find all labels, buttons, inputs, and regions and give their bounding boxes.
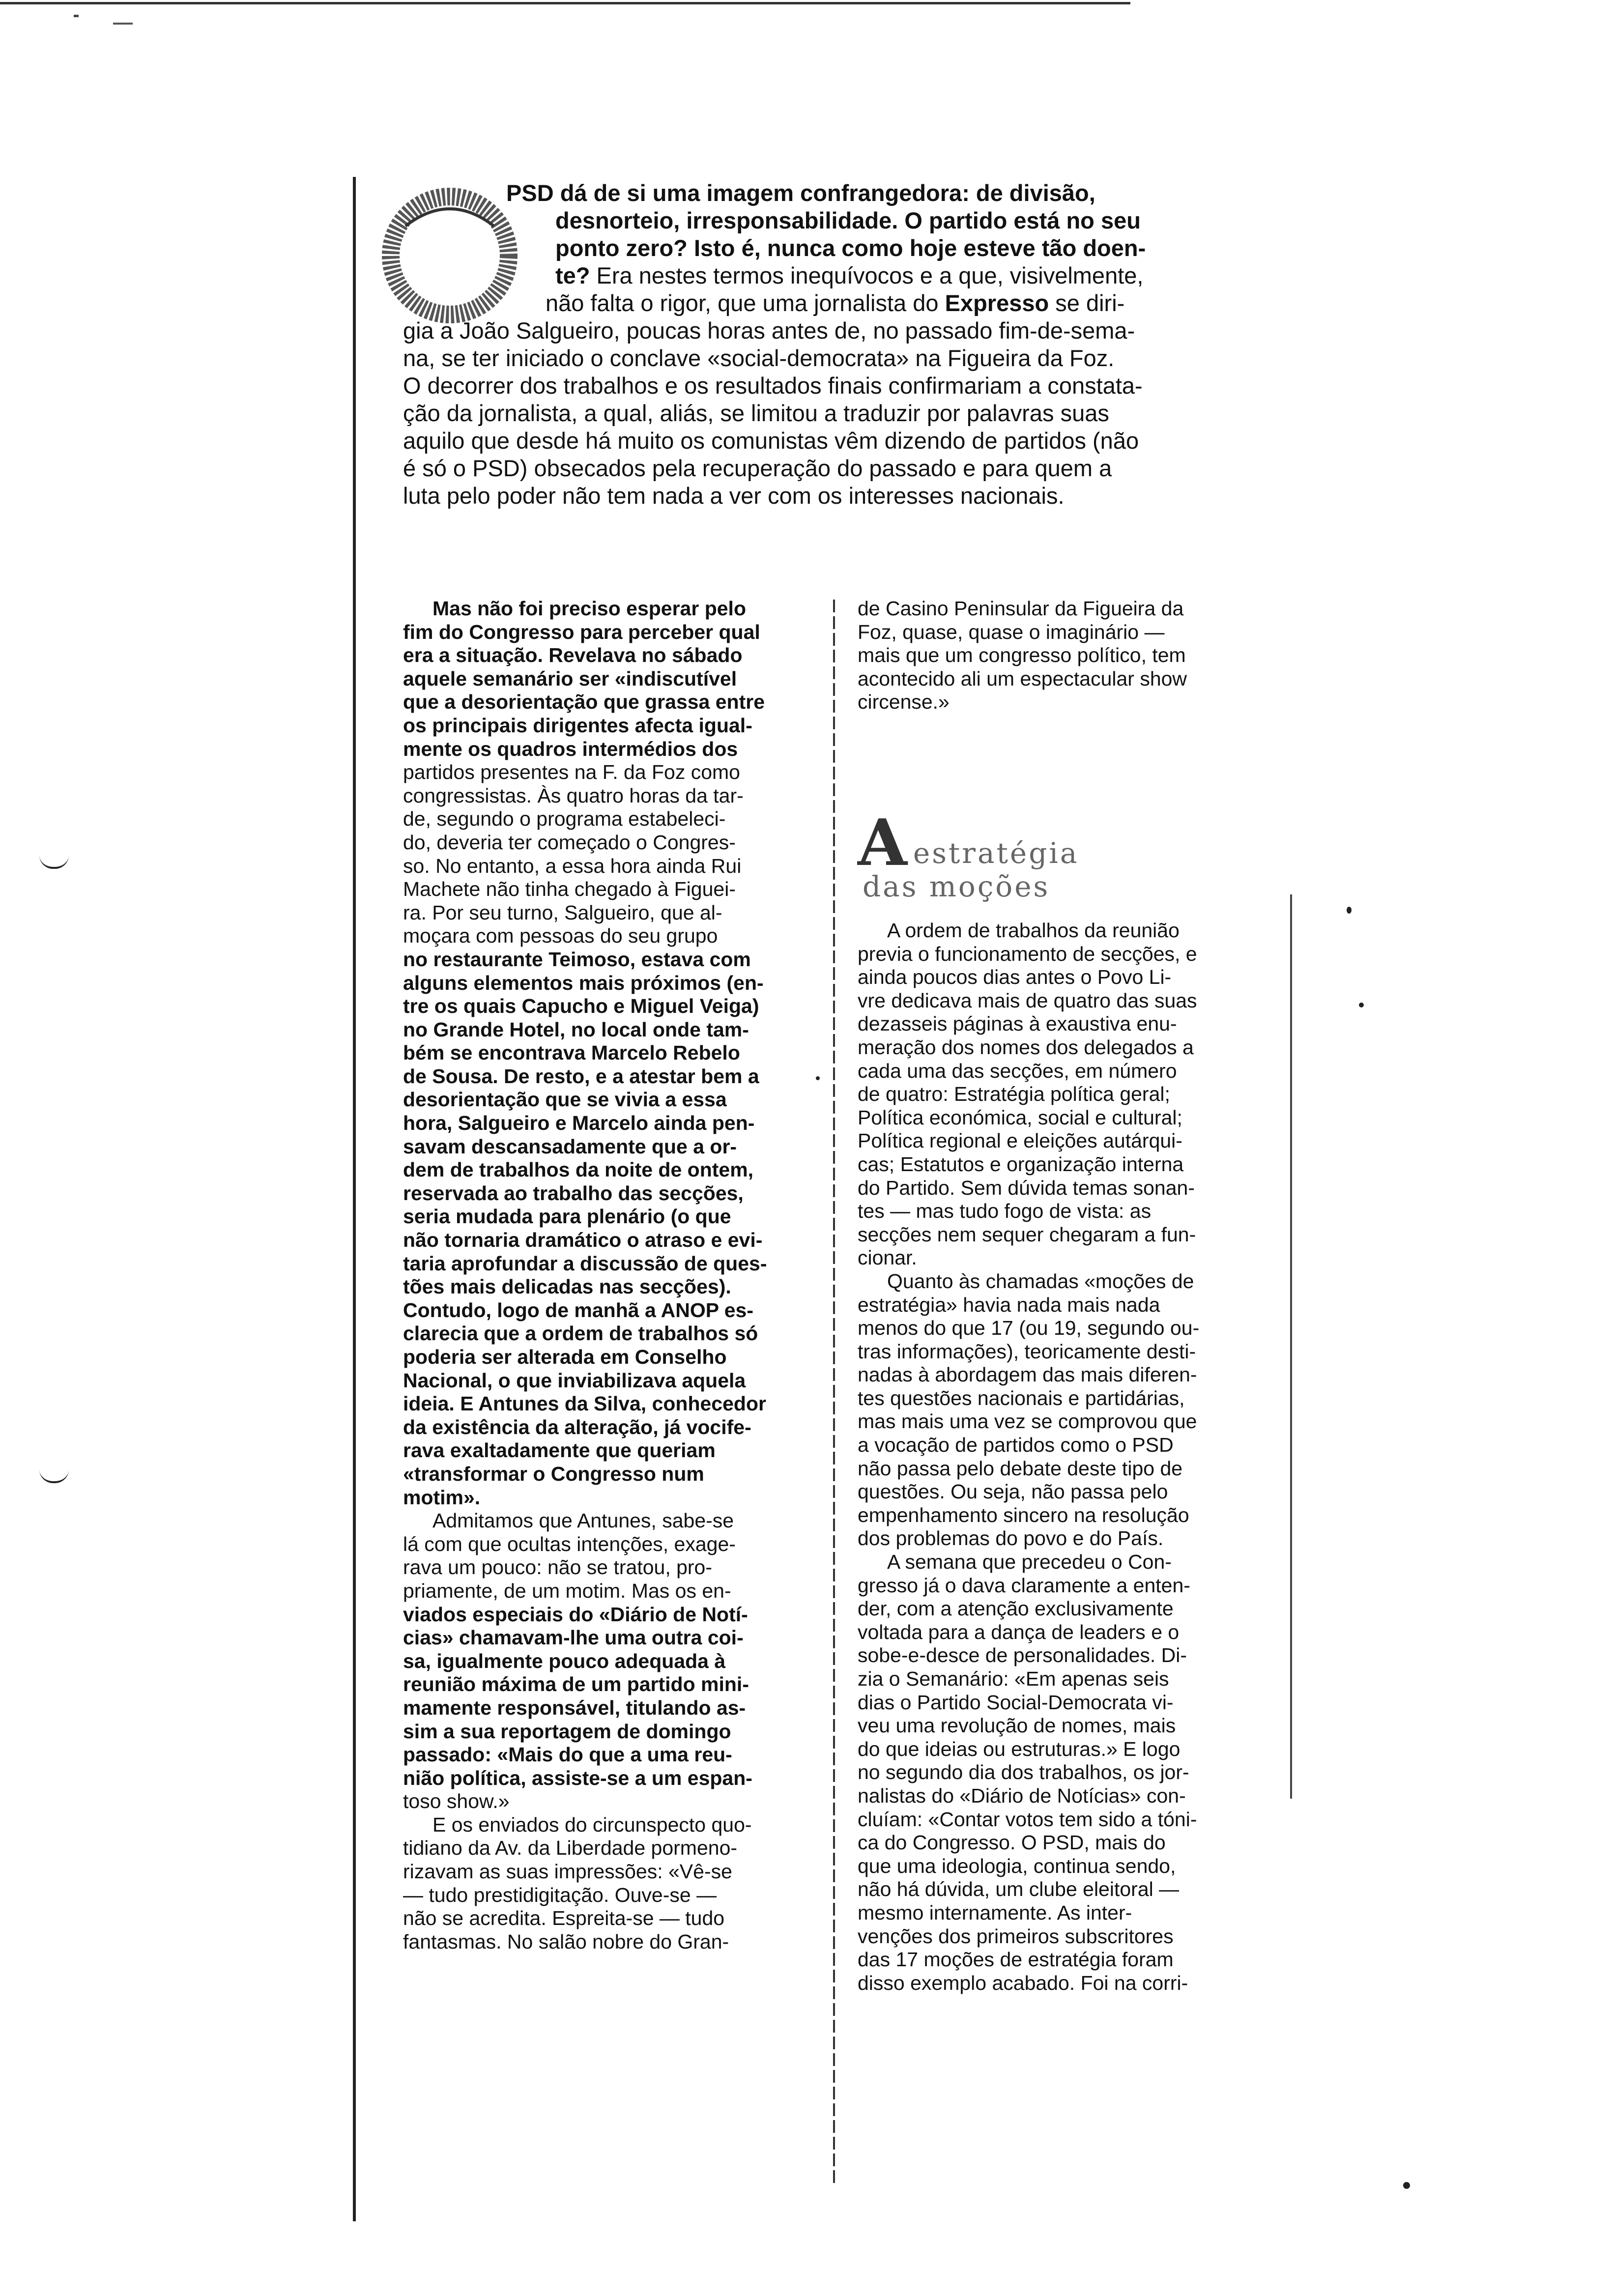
text-line: tes — mas tudo fogo de vista: as	[858, 1200, 1151, 1223]
text-line: mente os quadros intermédios dos	[403, 737, 738, 760]
text-line: mamente responsável, titulando as-	[403, 1696, 746, 1719]
text-line: das 17 moções de estratégia foram	[858, 1948, 1174, 1971]
text-line: a vocação de partidos como o PSD	[858, 1434, 1174, 1457]
lead-line	[403, 234, 1238, 262]
paragraph	[403, 597, 811, 1509]
lead-text: aquilo que desde há muito os comunistas vêm dizendo de partidos (não	[403, 428, 1139, 454]
scan-speck	[816, 1076, 820, 1080]
text-line: cionar.	[858, 1246, 917, 1269]
text-line: dezasseis páginas à exaustiva enu-	[858, 1012, 1177, 1035]
paragraph	[403, 1813, 811, 1954]
text-line: cluíam: «Contar votos tem sido a tóni-	[858, 1808, 1197, 1831]
text-line: que a desorientação que grassa entre	[403, 690, 765, 714]
text-line: fantasmas. No salão nobre do Gran-	[403, 1930, 729, 1953]
text-line: no restaurante Teimoso, estava com	[403, 947, 751, 971]
lead-line	[403, 482, 1238, 510]
text-line: não se acredita. Espreita-se — tudo	[403, 1907, 725, 1930]
text-line: meração dos nomes dos delegados a	[858, 1035, 1194, 1059]
text-line: viados especiais do «Diário de Notí-	[403, 1603, 748, 1626]
text-line: seria mudada para plenário (o que	[403, 1205, 731, 1228]
section-subhead	[858, 805, 1152, 903]
text-line: priamente, de um motim. Mas os en-	[403, 1579, 731, 1602]
lead-text: na, se ter iniciado o conclave «social-democrata» na Figueira da Foz.	[403, 345, 1115, 371]
text-line: tões mais delicadas nas secções).	[403, 1275, 731, 1298]
text-line: menos do que 17 (ou 19, segundo ou-	[858, 1317, 1200, 1340]
text-line: Política económica, social e cultural;	[858, 1106, 1182, 1129]
lead-line	[403, 400, 1238, 427]
text-line: sa, igualmente pouco adequada à	[403, 1649, 726, 1672]
lead-text: é só o PSD) obsecados pela recuperação do passado e para quem a	[403, 455, 1112, 481]
text-line: que uma ideologia, continua sendo,	[858, 1854, 1176, 1877]
text-line: questões. Ou seja, não passa pelo	[858, 1480, 1168, 1503]
lead-line	[403, 207, 1238, 234]
lead-text-bold: ponto zero? Isto é, nunca como hoje esteve tão doen-	[555, 235, 1146, 261]
text-line: de Casino Peninsular da Figueira da	[858, 597, 1184, 620]
text-line: reservada ao trabalho das secções,	[403, 1181, 744, 1205]
text-line: nalistas do «Diário de Notícias» con-	[858, 1784, 1186, 1807]
lead-text: Era nestes termos inequívocos e a que, visivelmente,	[590, 262, 1144, 288]
text-line: disso exemplo acabado. Foi na corri-	[858, 1971, 1188, 1994]
subhead-line-1: estratégia	[913, 836, 1079, 870]
lead-paragraph	[403, 179, 1238, 510]
article-column-2	[858, 919, 1280, 1995]
text-line: circense.»	[858, 690, 950, 714]
text-line: tre os quais Capucho e Miguel Veiga)	[403, 995, 759, 1018]
text-line: motim».	[403, 1486, 481, 1509]
text-line: Contudo, logo de manhã a ANOP es-	[403, 1298, 753, 1321]
text-line: de Sousa. De resto, e a atestar bem a	[403, 1064, 759, 1088]
text-line: savam descansadamente que a or-	[403, 1135, 737, 1158]
article-column-2-top	[858, 597, 1280, 714]
text-line: não passa pelo debate deste tipo de	[858, 1457, 1183, 1480]
text-line: mas mais uma vez se comprovou que	[858, 1410, 1197, 1433]
text-line: der, com a atenção exclusivamente	[858, 1597, 1174, 1620]
lead-line	[403, 344, 1238, 372]
text-line: cada uma das secções, em número	[858, 1059, 1177, 1082]
text-line: A ordem de trabalhos da reunião	[887, 919, 1180, 942]
text-line: empenhamento sincero na resolução	[858, 1503, 1189, 1526]
text-line: so. No entanto, a essa hora ainda Rui	[403, 854, 742, 877]
paragraph	[858, 1550, 1280, 1995]
scan-speck	[113, 23, 133, 25]
text-line: — tudo prestidigitação. Ouve-se —	[403, 1883, 717, 1906]
text-line: alguns elementos mais próximos (en-	[403, 971, 764, 994]
text-line: gresso já o dava claramente a enten-	[858, 1574, 1190, 1597]
text-line: Nacional, o que inviabilizava aquela	[403, 1369, 746, 1392]
text-line: previa o funcionamento de secções, e	[858, 942, 1197, 965]
paragraph	[403, 1509, 811, 1813]
text-line: tras informações), teoricamente desti-	[858, 1340, 1196, 1363]
article-column-1	[403, 597, 811, 1953]
lead-text: não falta o rigor, que uma jornalista do	[546, 290, 945, 316]
text-line: estratégia» havia nada mais nada	[858, 1293, 1160, 1316]
text-line: poderia ser alterada em Conselho	[403, 1346, 727, 1368]
text-line: veu uma revolução de nomes, mais	[858, 1714, 1176, 1737]
scan-mark	[39, 1469, 69, 1483]
text-line: dos problemas do povo e do País.	[858, 1527, 1164, 1550]
text-line: do que ideias ou estruturas.» E logo	[858, 1737, 1180, 1760]
text-line: rava exaltadamente que queriam	[403, 1439, 716, 1462]
text-line: Política regional e eleições autárqui-	[858, 1129, 1182, 1152]
text-line: ca do Congresso. O PSD, mais do	[858, 1831, 1166, 1854]
text-line: reunião máxima de um partido mini-	[403, 1673, 749, 1696]
scan-border-top	[0, 2, 1130, 4]
scan-speck	[1347, 907, 1352, 914]
text-line: passado: «Mais do que a uma reu-	[403, 1743, 732, 1766]
text-line: venções dos primeiros subscritores	[858, 1924, 1174, 1948]
lead-text: ção da jornalista, a qual, aliás, se limitou a traduzir por palavras suas	[403, 400, 1109, 426]
text-line: Foz, quase, quase o imaginário —	[858, 620, 1165, 643]
lead-text-bold: desnorteio, irresponsabilidade. O partido está no seu	[555, 207, 1141, 233]
text-line: toso show.»	[403, 1790, 510, 1813]
column-rule-left	[353, 177, 356, 2221]
text-line: aquele semanário ser «indiscutível	[403, 667, 737, 690]
text-line: cias» chamavam-lhe uma outra coi-	[403, 1626, 744, 1649]
text-line: Admitamos que Antunes, sabe-se	[432, 1509, 734, 1532]
text-line: vre dedicava mais de quatro das suas	[858, 989, 1197, 1012]
text-line: congressistas. Às quatro horas da tar-	[403, 784, 744, 807]
lead-line	[403, 262, 1238, 289]
text-line: zia o Semanário: «Em apenas seis	[858, 1667, 1169, 1690]
text-line: cas; Estatutos e organização interna	[858, 1152, 1184, 1176]
text-line: partidos presentes na F. da Foz como	[403, 761, 740, 784]
lead-text: luta pelo poder não tem nada a ver com os interesses nacionais.	[403, 483, 1065, 509]
text-line: acontecido ali um espectacular show	[858, 667, 1187, 690]
column-rule-right	[1290, 894, 1292, 1799]
text-line: dias o Partido Social-Democrata vi-	[858, 1691, 1174, 1714]
text-line: nadas à abordagem das mais diferen-	[858, 1363, 1197, 1386]
text-line: rava um pouco: não se tratou, pro-	[403, 1556, 713, 1579]
text-line: bém se encontrava Marcelo Rebelo	[403, 1041, 740, 1064]
lead-line	[403, 372, 1238, 400]
text-line: Quanto às chamadas «moções de	[887, 1269, 1194, 1292]
lead-text-bold: te?	[555, 262, 590, 288]
text-line: do, deveria ter começado o Congres-	[403, 831, 736, 854]
text-line: não tornaria dramático o atraso e evi-	[403, 1229, 763, 1252]
text-line: de, segundo o programa estabeleci-	[403, 807, 726, 831]
subhead-line-2: das moções	[863, 870, 1050, 903]
subhead-dropcap: A	[858, 805, 907, 880]
text-line: de quatro: Estratégia política geral;	[858, 1083, 1170, 1106]
text-line: clarecia que a ordem de trabalhos só	[403, 1322, 758, 1345]
text-line: no segundo dia dos trabalhos, os jor-	[858, 1761, 1189, 1784]
text-line: voltada para a dança de leaders e o	[858, 1620, 1180, 1643]
text-line: E os enviados do circunspecto quo-	[432, 1813, 752, 1836]
text-line: tes questões nacionais e partidárias,	[858, 1386, 1185, 1409]
text-line: desorientação que se vivia a essa	[403, 1088, 727, 1111]
text-line: hora, Salgueiro e Marcelo ainda pen-	[403, 1112, 755, 1135]
text-line: os principais dirigentes afecta igual-	[403, 714, 752, 737]
text-line: ideia. E Antunes da Silva, conhecedor	[403, 1392, 766, 1415]
text-line: no Grande Hotel, no local onde tam-	[403, 1018, 749, 1041]
text-line: taria aprofundar a discussão de ques-	[403, 1252, 767, 1275]
lead-line	[403, 455, 1238, 482]
lead-text: se diri-	[1049, 290, 1125, 316]
lead-line	[403, 179, 1238, 207]
paragraph	[858, 919, 1280, 1270]
lead-text-bold: PSD dá de si uma imagem confrangedora: de divisão,	[506, 180, 1095, 206]
text-line: sim a sua reportagem de domingo	[403, 1720, 731, 1743]
text-line: Machete não tinha chegado à Figuei-	[403, 878, 736, 901]
scan-speck	[1403, 2182, 1410, 2189]
text-line: mais que um congresso político, tem	[858, 644, 1186, 667]
text-line: do Partido. Sem dúvida temas sonan-	[858, 1176, 1195, 1199]
column-rule-middle	[833, 600, 835, 2187]
text-line: rizavam as suas impressões: «Vê-se	[403, 1860, 732, 1883]
text-line: mesmo internamente. As inter-	[858, 1901, 1132, 1924]
text-line: ainda poucos dias antes o Povo Li-	[858, 966, 1172, 989]
text-line: moçara com pessoas do seu grupo	[403, 924, 718, 947]
text-line: não há dúvida, um clube eleitoral —	[858, 1878, 1180, 1901]
text-line: «transformar o Congresso num	[403, 1462, 704, 1485]
lead-text: gia a João Salgueiro, poucas horas antes de, no passado fim-de-sema-	[403, 317, 1135, 344]
lead-line	[403, 427, 1238, 455]
text-line: A semana que precedeu o Con-	[887, 1550, 1172, 1574]
scan-speck	[1359, 1003, 1364, 1007]
text-line: lá com que ocultas intenções, exage-	[403, 1532, 736, 1555]
scan-mark	[39, 855, 69, 869]
lead-line	[403, 317, 1238, 344]
text-line: nião política, assiste-se a um espan-	[403, 1766, 752, 1789]
lead-text-bold: Expresso	[945, 290, 1049, 316]
lead-text: O decorrer dos trabalhos e os resultados finais confirmariam a constata-	[403, 373, 1143, 399]
text-line: era a situação. Revelava no sábado	[403, 644, 743, 667]
scan-speck	[74, 15, 79, 17]
text-line: secções nem sequer chegaram a fun-	[858, 1223, 1196, 1246]
text-line: tidiano da Av. da Liberdade pormeno-	[403, 1837, 738, 1860]
text-line: Mas não foi preciso esperar pelo	[432, 597, 746, 620]
text-line: dem de trabalhos da noite de ontem,	[403, 1158, 754, 1181]
lead-line	[403, 289, 1238, 317]
text-line: da existência da alteração, já vocife-	[403, 1415, 751, 1438]
paragraph	[858, 1270, 1280, 1550]
text-line: sobe-e-desce de personalidades. Di-	[858, 1644, 1187, 1667]
text-line: fim do Congresso para perceber qual	[403, 620, 760, 643]
text-line: ra. Por seu turno, Salgueiro, que al-	[403, 901, 722, 924]
